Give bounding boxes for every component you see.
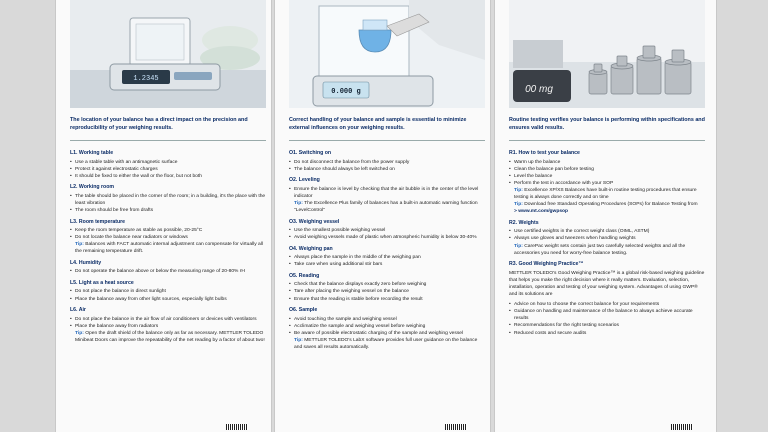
section-title: O2. Leveling xyxy=(289,177,320,184)
section xyxy=(70,280,266,303)
bullet-list xyxy=(289,254,485,268)
bullet-item: • Take care when using additional stir bars xyxy=(289,261,485,268)
bullet-list xyxy=(289,186,485,200)
tip xyxy=(289,200,485,214)
bullet-item: • Advice on how to choose the correct balance for your requirements xyxy=(509,301,705,308)
section xyxy=(289,219,485,242)
bullet-list xyxy=(509,228,705,242)
balance-photo xyxy=(70,0,266,108)
display-reading: 0.000 g xyxy=(331,88,361,96)
bullet-list xyxy=(70,268,266,275)
bullet-item: • Always use gloves and tweezers when handling weights xyxy=(509,235,705,242)
bullet-list xyxy=(289,316,485,337)
tip-text: Open the draft shield of the balance only as far as necessary. METTLER TOLEDO Minibeat Doors can improve the repeatability of the net reading by a factor of about two! xyxy=(75,330,265,343)
section-title: L6. Air xyxy=(70,307,86,314)
tip-text: Balances with FACT automatic internal adjustment can compensate for virtually all the remaining temperature drift. xyxy=(75,242,263,255)
tip xyxy=(509,243,705,257)
bullet-item: • Do not operate the balance above or below the measuring range of 20-80% rH xyxy=(70,268,266,275)
intro-text: The location of your balance has a direct impact on the precision and reproducibility of your weighing results. xyxy=(70,117,248,131)
section-title: L3. Room temperature xyxy=(70,218,126,225)
bullet-list xyxy=(70,193,266,214)
section xyxy=(70,260,266,276)
balance-photo xyxy=(289,0,485,108)
bullet-list xyxy=(70,288,266,302)
tip-label: Tip: xyxy=(514,187,523,193)
section-r3 xyxy=(509,261,705,337)
bullet-item: • Avoid touching the sample and weighing vessel xyxy=(289,316,485,323)
tip-label: Tip: xyxy=(294,337,303,343)
section-title: R1. How to test your balance xyxy=(509,150,580,156)
bullet-item: • Use certified weights in the correct weight class (OIML, ASTM) xyxy=(509,228,705,235)
tip-text: CarePac weight sets contain just two carefully selected weights and all the accessories you need for worry-free balance testing. xyxy=(514,243,686,256)
tip-label: Tip: xyxy=(514,243,523,249)
bullet-list xyxy=(289,227,485,241)
section xyxy=(289,246,485,269)
section-title: L5. Light as a heat source xyxy=(70,279,134,286)
section xyxy=(70,184,266,214)
tip-text: The Excellence Plus family of balances has a built-in automatic warning function "LevelControl" xyxy=(294,200,478,213)
tip-label: Tip: xyxy=(294,200,303,206)
section-title: O5. Reading xyxy=(289,272,320,279)
section-title: L1. Working table xyxy=(70,150,114,156)
barcode-icon xyxy=(445,424,467,430)
tip-label: Tip: xyxy=(514,202,523,208)
bullet-item: • Avoid weighing vessels made of plastic when atmospheric humidity is below 30-40% xyxy=(289,234,485,241)
section xyxy=(289,307,485,351)
paragraph: METTLER TOLEDO's Good Weighing Practice™ is a global risk-based weighing guideline that helps you make the right decision where it really matters. Evaluation, selection, installation, operation and testing of your weighing system. Advantages of using GWP® and its solutions are xyxy=(509,270,705,298)
section xyxy=(70,307,266,344)
tip-text: Excellence XP/XS Balances have built-in routine testing procedures that ensure testing is always done correctly and on time xyxy=(514,187,697,201)
bullet-item: • The room should be free from drafts xyxy=(70,207,266,214)
bullet-item: • Guidance on handling and maintenance of the balance to always achieve accurate results xyxy=(509,308,705,322)
bullet-list xyxy=(70,159,266,180)
bullet-item: • Reduced costs and secure audits xyxy=(509,330,705,337)
bullet-item: • Use the smallest possible weighing vessel xyxy=(289,227,485,234)
bullet-item: • Always place the sample in the middle of the weighing pan xyxy=(289,254,485,261)
bullet-list xyxy=(289,159,485,173)
bullet-item: • Ensure that the reading is stable before recording the result xyxy=(289,296,485,303)
section-r2 xyxy=(509,220,705,257)
bullet-item: • Acclimatize the sample and weighing vessel before weighing xyxy=(289,323,485,330)
divider xyxy=(509,140,705,141)
section-title: O4. Weighing pan xyxy=(289,245,333,252)
section-list xyxy=(289,150,485,356)
bullet-item: • Place the balance away from radiators xyxy=(70,323,266,330)
bullet-item: • Check that the balance displays exactly zero before weighing xyxy=(289,281,485,288)
bullet-list xyxy=(70,316,266,330)
display-reading: 1.2345 xyxy=(133,75,159,83)
bullet-item: • Be aware of possible electrostatic charging of the sample and weighing vessel xyxy=(289,330,485,337)
bullet-list xyxy=(509,159,705,187)
tip xyxy=(509,187,705,201)
tip-label: Tip: xyxy=(75,330,84,336)
panel-location xyxy=(55,0,272,432)
section-title: R3. Good Weighing Practice™ xyxy=(509,261,584,268)
section-title: L2. Working room xyxy=(70,184,114,191)
section xyxy=(70,150,266,180)
bullet-item: • Do not place the balance in the air flow of air conditioners or devices with ventilators xyxy=(70,316,266,323)
display-reading: 00 mg xyxy=(525,84,553,95)
tip-text: METTLER TOLEDO's LabX software provides full user guidance on the balance and saves all results automatically. xyxy=(294,337,478,350)
tip xyxy=(70,241,266,255)
section-list xyxy=(70,150,266,348)
section-title: O3. Weighing vessel xyxy=(289,218,340,225)
section-title: R2. Weights xyxy=(509,219,539,226)
barcode-icon xyxy=(226,424,248,430)
panel-testing xyxy=(494,0,717,432)
bullet-item: • Do not place the balance in direct sunlight xyxy=(70,288,266,295)
bullet-item: • The table should be placed in the corner of the room; in a building, it's the place with the least vibration xyxy=(70,193,266,207)
tip xyxy=(70,330,266,344)
bullet-item: • Protect it against electrostatic charges xyxy=(70,166,266,173)
barcode-icon xyxy=(671,424,693,430)
bullet-item: • Level the balance xyxy=(509,173,705,180)
tip xyxy=(289,337,485,351)
bullet-list xyxy=(509,301,705,337)
section-r1 xyxy=(509,150,705,215)
section-title: L4. Humidity xyxy=(70,259,102,266)
section-list xyxy=(509,150,705,341)
intro-text: Routine testing verifies your balance is performing within specifications and ensures valid results. xyxy=(509,117,705,131)
divider xyxy=(289,140,485,141)
bullet-item: • Use a stable table with an antimagnetic surface xyxy=(70,159,266,166)
bullet-item: • The balance should always be left switched on xyxy=(289,166,485,173)
tip xyxy=(509,201,705,208)
bullet-item: • Clean the balance pan before testing xyxy=(509,166,705,173)
sop-link[interactable]: > www.mt.com/gwpsop xyxy=(514,209,569,215)
section-title: O6. Sample xyxy=(289,307,318,314)
weights-photo xyxy=(509,0,705,108)
bullet-item: • It should be fixed to either the wall or the floor, but not both xyxy=(70,173,266,180)
bullet-item: • Tare after placing the weighing vessel on the balance xyxy=(289,288,485,295)
bullet-item: • Warm up the balance xyxy=(509,159,705,166)
bullet-item: • Place the balance away from other light sources, especially light bulbs xyxy=(70,296,266,303)
section xyxy=(289,273,485,303)
divider xyxy=(70,140,266,141)
section xyxy=(70,219,266,256)
bullet-item: • Recommendations for the right testing scenarios xyxy=(509,322,705,329)
link-text[interactable]: www.mt.com/gwpsop xyxy=(518,209,569,215)
tip-label: Tip: xyxy=(75,242,84,248)
bullet-item: • Do not disconnect the balance from the power supply xyxy=(289,159,485,166)
section xyxy=(289,177,485,214)
panel-operation xyxy=(274,0,491,432)
tip-text: Download free Standard Operating Procedures (SOPs) for Balance Testing from xyxy=(524,202,698,208)
bullet-list xyxy=(70,227,266,241)
intro-text: Correct handling of your balance and sample is essential to minimize external influences on your weighing results. xyxy=(289,117,467,131)
bullet-item: • Do not locate the balance near radiators or windows xyxy=(70,234,266,241)
bullet-item: • Perform the test in accordance with your SOP xyxy=(509,180,705,187)
section-title: O1. Switching on xyxy=(289,150,332,156)
bullet-list xyxy=(289,281,485,302)
bullet-item: • Keep the room temperature as stable as possible, 20-25°C xyxy=(70,227,266,234)
section xyxy=(289,150,485,173)
bullet-item: • Ensure the balance is level by checking that the air bubble is in the center of the level indicator xyxy=(289,186,485,200)
